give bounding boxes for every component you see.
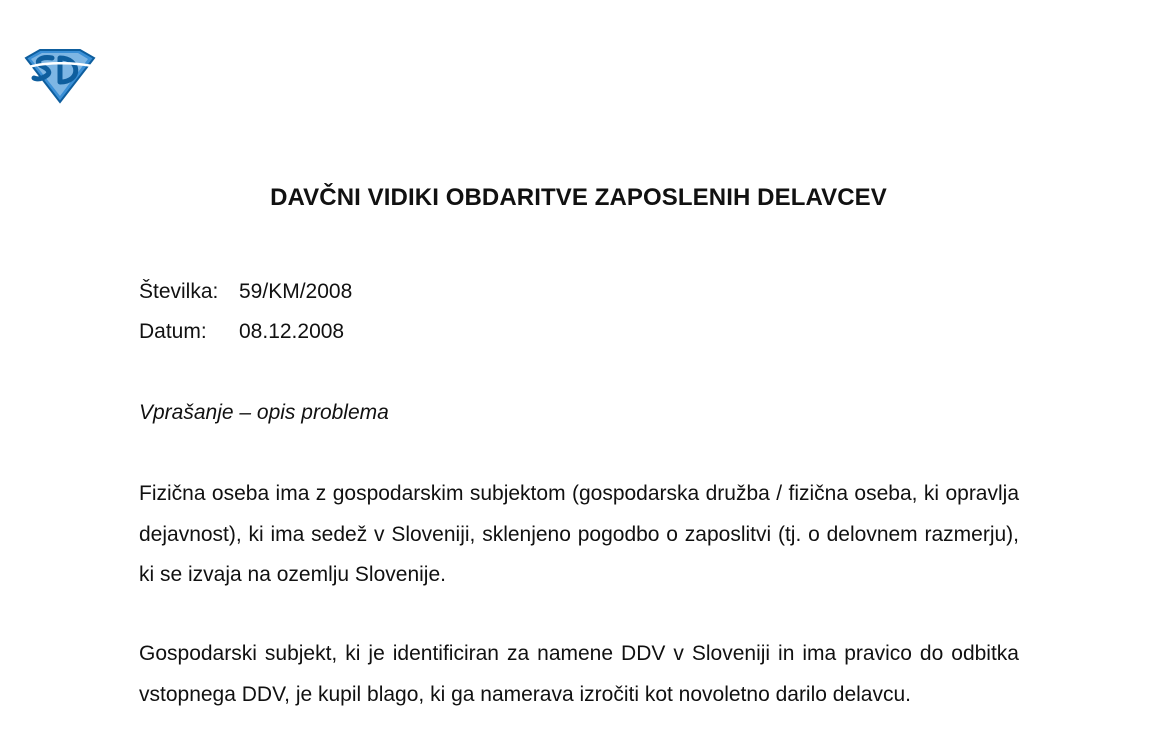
document-number-label: Številka:	[139, 280, 219, 303]
document-number-row	[139, 280, 352, 304]
paragraph: Fizična oseba ima z gospodarskim subjektom (gospodarska družba / fizična oseba, ki opravlja dejavnost), ki ima sedež v Sloveniji, sklenjeno pogodbo o zaposlitvi (tj. o delovnem razmerju), ki se izvaja na ozemlju Slovenije.	[139, 482, 1019, 586]
paragraph: Gospodarski subjekt, ki je identificiran za namene DDV v Sloveniji in ima pravico do odbitka vstopnega DDV, je kupil blago, ki ga namerava izročiti kot novoletno darilo delavcu.	[139, 642, 1019, 706]
document-date-label: Datum:	[139, 320, 207, 343]
section-heading: Vprašanje – opis problema	[139, 401, 389, 424]
sd-logo-icon	[22, 48, 96, 104]
document-title: DAVČNI VIDIKI OBDARITVE ZAPOSLENIH DELAVCEV	[270, 184, 887, 211]
document-date-row	[139, 320, 344, 344]
document-number-value: 59/KM/2008	[239, 280, 353, 303]
company-logo	[22, 48, 96, 104]
document-date-value: 08.12.2008	[239, 320, 345, 343]
